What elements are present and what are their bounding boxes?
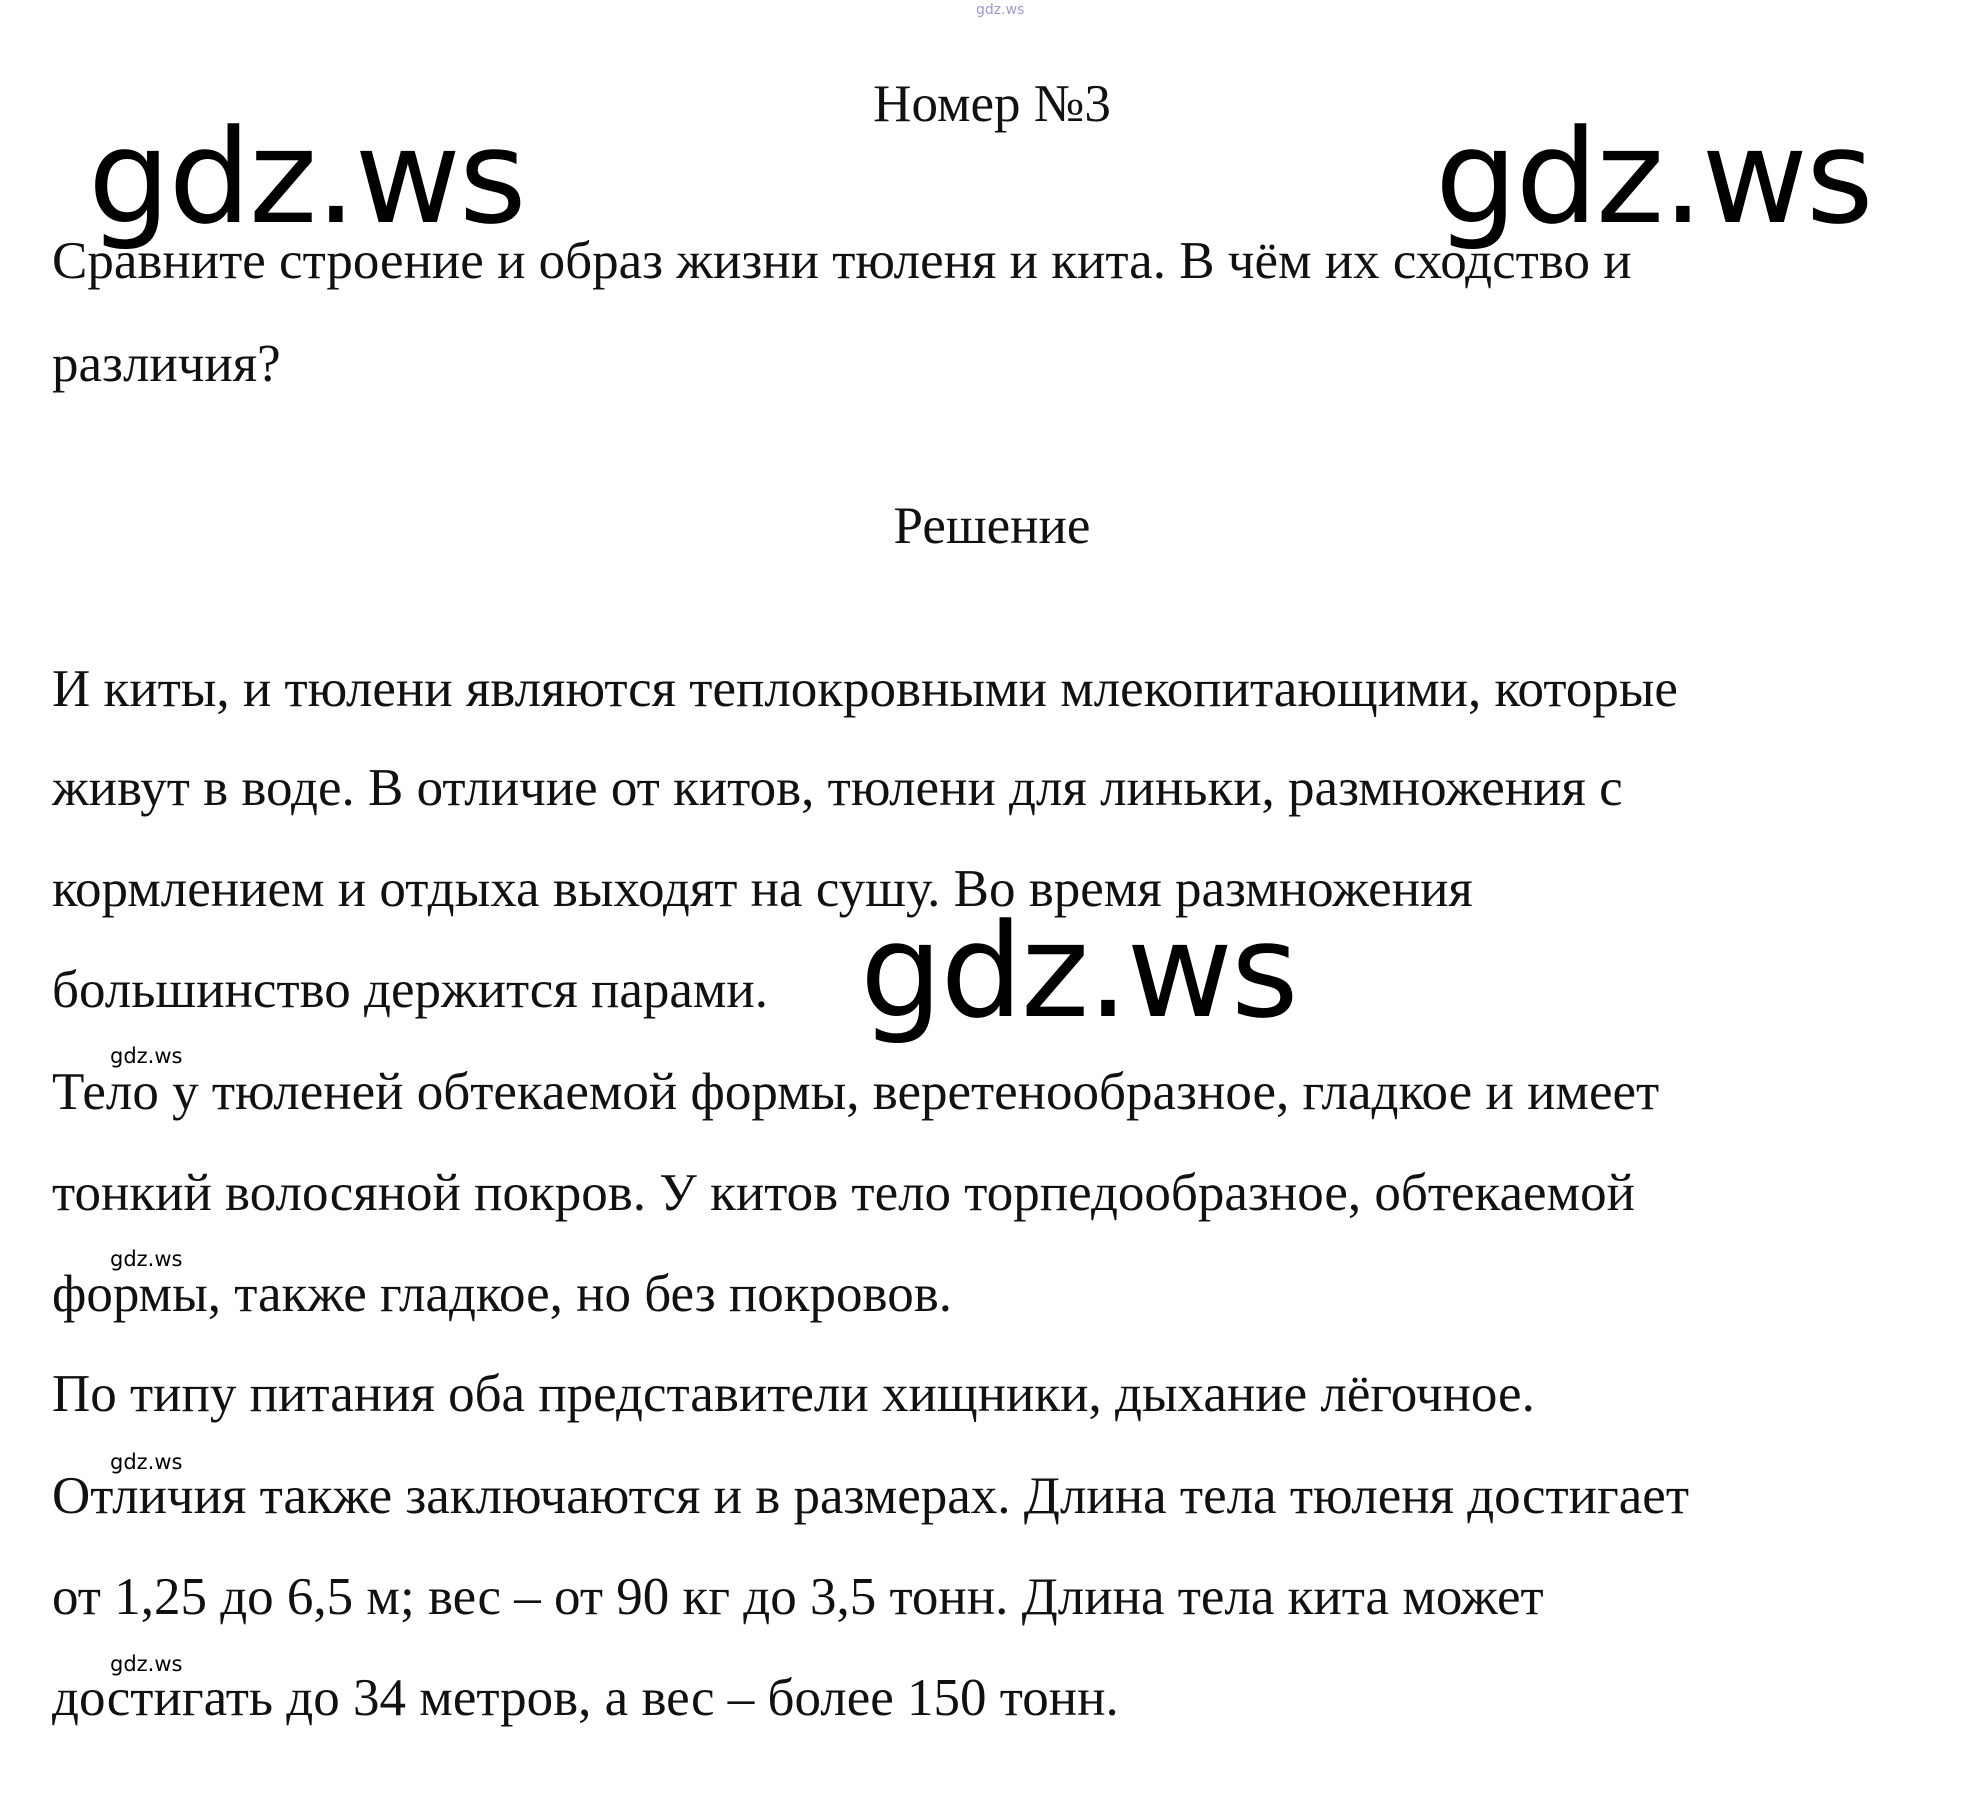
answer-line: тонкий волосяной покров. У китов тело торпедообразное, обтекаемой [52,1164,1635,1222]
answer-line: По типу питания оба представители хищники, дыхание лёгочное. [52,1365,1535,1423]
answer-line: кормлением и отдыха выходят на сушу. Во время размножения [52,860,1473,918]
page-title: Номер №3 [873,75,1111,133]
answer-line: достигать до 34 метров, а вес – более 150 тонн. [52,1669,1119,1727]
watermark-small: gdz.ws [110,1450,183,1474]
solution-heading: Решение [893,497,1091,555]
answer-line: большинство держится парами. [52,961,769,1019]
answer-line: живут в воде. В отличие от китов, тюлени для линьки, размножения с [52,759,1623,817]
question-line: Сравните строение и образ жизни тюленя и кита. В чём их сходство и [52,232,1632,290]
watermark-large: gdz.ws [1435,101,1872,253]
top-watermark: gdz.ws [976,2,1025,18]
watermark-small: gdz.ws [110,1044,183,1068]
question-line: различия? [52,335,281,393]
answer-line: формы, также гладкое, но без покровов. [52,1265,952,1323]
watermark-small: gdz.ws [110,1247,183,1271]
answer-line: Отличия также заключаются и в размерах. Длина тела тюленя достигает [52,1467,1689,1525]
answer-line: Тело у тюленей обтекаемой формы, веретенообразное, гладкое и имеет [52,1063,1660,1121]
watermark-small: gdz.ws [110,1652,183,1676]
answer-line: И киты, и тюлени являются теплокровными млекопитающими, которые [52,660,1678,718]
watermark-large: gdz.ws [88,101,525,253]
answer-line: от 1,25 до 6,5 м; вес – от 90 кг до 3,5 тонн. Длина тела кита может [52,1568,1544,1626]
watermark-large: gdz.ws [860,895,1297,1047]
